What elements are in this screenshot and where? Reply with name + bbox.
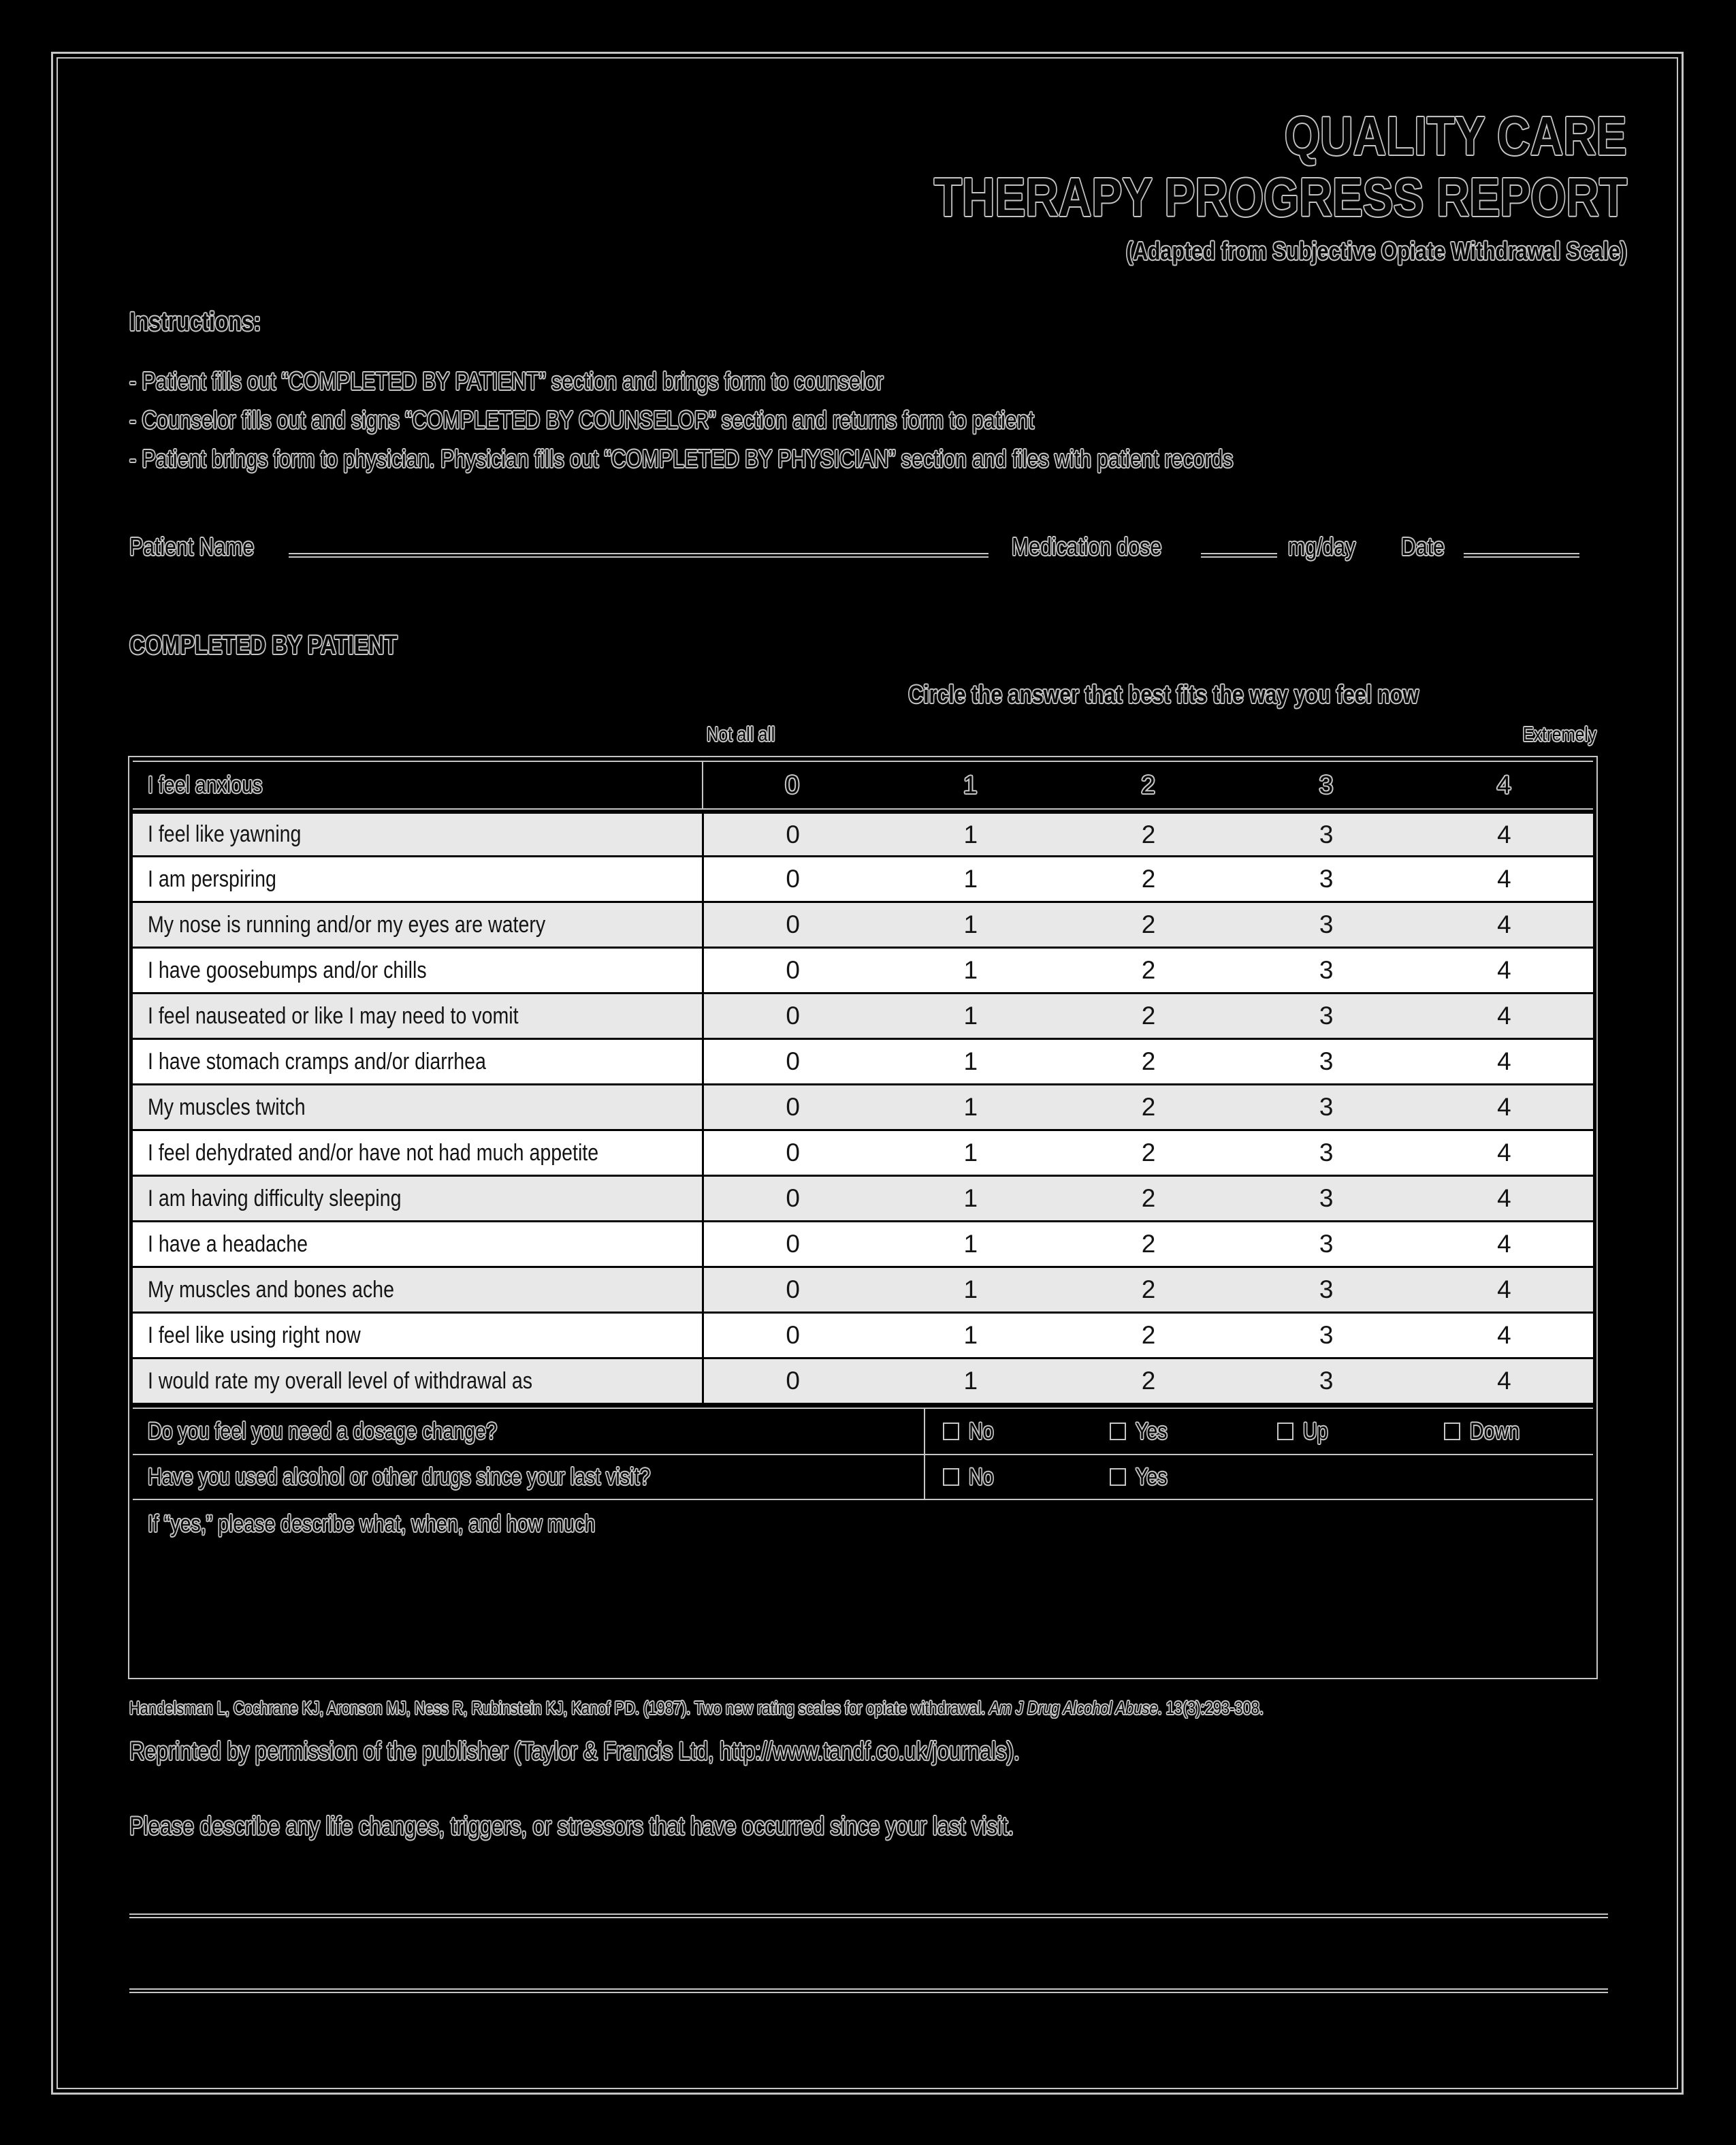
rating-row: [133, 1357, 1593, 1403]
rating-value-cell[interactable]: 4: [1497, 1367, 1511, 1395]
rating-value-cell[interactable]: 3: [1319, 771, 1334, 799]
rating-question: I feel dehydrated and/or have not had much appetite: [148, 1139, 599, 1166]
rating-question: I am having difficulty sleeping: [148, 1185, 402, 1211]
medication-dose-field[interactable]: [1201, 553, 1277, 558]
checkbox-icon[interactable]: [1110, 1423, 1126, 1440]
rating-value-cell[interactable]: 1: [963, 820, 978, 848]
rating-values: [702, 994, 1593, 1038]
rating-value-cell[interactable]: 1: [963, 910, 978, 938]
question-answers: [924, 1409, 1593, 1454]
rating-value-cell[interactable]: 4: [1497, 820, 1511, 848]
question-row: [133, 1454, 1593, 1499]
write-line[interactable]: [129, 1913, 1608, 1918]
describe-box[interactable]: If “yes,” please describe what, when, and how much: [133, 1499, 1593, 1674]
rating-values: [702, 762, 1593, 808]
rating-values: [702, 1040, 1593, 1083]
checkbox-option[interactable]: [1092, 1464, 1259, 1491]
checkbox-icon[interactable]: [1444, 1423, 1460, 1440]
patient-info-row: [129, 533, 1627, 561]
citation-journal: Am J Drug Alcohol Abuse: [989, 1698, 1158, 1718]
rating-value-cell[interactable]: 4: [1497, 1093, 1511, 1121]
form-page: [51, 52, 1684, 2095]
rating-value-cell[interactable]: 2: [1141, 820, 1156, 848]
rating-value-cell[interactable]: 1: [963, 956, 978, 984]
life-changes-prompt: Please describe any life changes, triggers, or stressors that have occurred since your last visit.: [129, 1812, 1014, 1840]
rating-values: [702, 1177, 1593, 1220]
question-answers: [924, 1455, 1593, 1499]
rating-value-cell[interactable]: 0: [786, 1093, 800, 1121]
rating-row: [133, 761, 1593, 810]
rating-values: [702, 814, 1593, 855]
checkbox-option[interactable]: [925, 1418, 1092, 1445]
rating-value-cell[interactable]: 2: [1141, 1367, 1156, 1395]
checkbox-icon[interactable]: [943, 1468, 959, 1486]
rating-question: I feel anxious: [148, 772, 263, 798]
circle-instruction: Circle the answer that best fits the way you feel now: [908, 680, 1419, 708]
rating-value-cell[interactable]: 2: [1141, 1275, 1156, 1303]
rating-value-cell[interactable]: 1: [963, 771, 978, 799]
rating-value-cell[interactable]: 4: [1497, 1321, 1511, 1349]
rating-row: [133, 1083, 1593, 1129]
rating-question: My muscles and bones ache: [148, 1276, 394, 1303]
citation: Handelsman L, Cochrane KJ, Aronson MJ, Ness R, Rubinstein KJ, Kanof PD. (1987). Two new rating scales for opiate withdrawal. Am J Drug Alcohol Abuse. 13(3):293-308.: [129, 1698, 1264, 1718]
rating-row: [133, 1175, 1593, 1220]
rating-value-cell[interactable]: 2: [1141, 910, 1156, 938]
date-field[interactable]: [1464, 553, 1579, 558]
rating-row: [133, 1266, 1593, 1312]
completed-by-patient-heading: COMPLETED BY PATIENT: [129, 631, 398, 660]
rating-question: My nose is running and/or my eyes are watery: [148, 911, 546, 938]
checkbox-label: Up: [1302, 1418, 1328, 1444]
rating-value-cell[interactable]: 0: [786, 1139, 800, 1166]
reprint-note: Reprinted by permission of the publisher (Taylor & Francis Ltd, http://www.tandf.co.uk/journals).: [129, 1737, 1020, 1765]
instruction-item: - Counselor fills out and signs “COMPLETED BY COUNSELOR” section and returns form to patient: [129, 406, 1034, 434]
rating-value-cell[interactable]: 2: [1141, 1093, 1156, 1121]
write-line[interactable]: [129, 1988, 1608, 1993]
rating-values: [702, 1268, 1593, 1312]
rating-value-cell[interactable]: 4: [1497, 865, 1511, 893]
header-block: [129, 54, 1627, 266]
checkbox-label: Yes: [1136, 1463, 1168, 1490]
checkbox-icon[interactable]: [943, 1423, 959, 1440]
instructions-heading: Instructions:: [129, 308, 261, 336]
scale-label-extremely: Extremely: [1522, 724, 1596, 746]
instructions-section: [129, 306, 1627, 478]
rating-value-cell[interactable]: 0: [786, 865, 800, 893]
mg-per-day-label: mg/day: [1287, 533, 1356, 560]
checkbox-label: Yes: [1136, 1418, 1168, 1444]
instructions-list: [129, 362, 1627, 478]
rating-value-cell[interactable]: 0: [786, 1002, 800, 1030]
rating-value-cell[interactable]: 3: [1319, 1367, 1334, 1395]
rating-value-cell[interactable]: 2: [1141, 865, 1156, 893]
rating-value-cell[interactable]: 4: [1497, 910, 1511, 938]
scale-label-not-at-all: Not all all: [707, 724, 775, 746]
rating-values: [702, 1222, 1593, 1266]
rating-question: I am perspiring: [148, 865, 276, 892]
rating-value-cell[interactable]: 4: [1497, 771, 1511, 799]
instruction-item: - Patient fills out “COMPLETED BY PATIENT” section and brings form to counselor: [129, 367, 884, 395]
rating-value-cell[interactable]: 2: [1141, 771, 1155, 799]
scale-anchor-labels: [129, 723, 1596, 746]
rating-value-cell[interactable]: 4: [1497, 1184, 1511, 1212]
rating-values: [702, 903, 1593, 947]
rating-value-cell[interactable]: 1: [963, 865, 978, 893]
rating-row: [133, 1312, 1593, 1357]
rating-value-cell[interactable]: 4: [1497, 1139, 1511, 1166]
checkbox-icon[interactable]: [1110, 1468, 1126, 1486]
rating-value-cell[interactable]: 2: [1141, 1184, 1156, 1212]
rating-value-cell[interactable]: 3: [1319, 1184, 1334, 1212]
rating-value-cell[interactable]: 2: [1141, 1002, 1156, 1030]
rating-question: I have a headache: [148, 1230, 308, 1257]
rating-row: [133, 855, 1593, 901]
rating-value-cell[interactable]: 3: [1319, 820, 1334, 848]
rating-value-cell[interactable]: 3: [1319, 1275, 1334, 1303]
rating-row: [133, 1129, 1593, 1175]
rating-value-cell[interactable]: 4: [1497, 956, 1511, 984]
rating-value-cell[interactable]: 3: [1319, 1139, 1334, 1166]
rating-row: [133, 810, 1593, 855]
rating-value-cell[interactable]: 4: [1497, 1275, 1511, 1303]
rating-value-cell[interactable]: 2: [1141, 1047, 1156, 1075]
rating-value-cell[interactable]: 0: [785, 771, 799, 799]
patient-name-label: Patient Name: [129, 533, 255, 560]
rating-value-cell[interactable]: 0: [786, 820, 800, 848]
rating-value-cell[interactable]: 1: [963, 1093, 978, 1121]
rating-value-cell[interactable]: 0: [786, 1275, 800, 1303]
rating-value-cell[interactable]: 3: [1319, 956, 1334, 984]
rating-values: [702, 1085, 1593, 1129]
section-divider: [133, 1403, 1593, 1409]
rating-row: [133, 947, 1593, 992]
checkbox-option[interactable]: [1259, 1418, 1426, 1445]
rating-value-cell[interactable]: 3: [1319, 865, 1334, 893]
patient-name-field[interactable]: [289, 553, 988, 558]
question-label: Have you used alcohol or other drugs since your last visit?: [148, 1463, 651, 1490]
rating-question: I feel like using right now: [148, 1322, 361, 1348]
rating-row: [133, 992, 1593, 1038]
rating-question: My muscles twitch: [148, 1094, 306, 1120]
rating-value-cell[interactable]: 1: [963, 1002, 978, 1030]
rating-value-cell[interactable]: 0: [786, 1367, 800, 1395]
rating-question: I would rate my overall level of withdrawal as: [148, 1367, 533, 1394]
rating-value-cell[interactable]: 3: [1319, 1002, 1334, 1030]
rating-question: I feel nauseated or like I may need to vomit: [148, 1002, 519, 1029]
rating-row: [133, 1220, 1593, 1266]
rating-values: [702, 1314, 1593, 1357]
rating-value-cell[interactable]: 2: [1141, 956, 1156, 984]
rating-row: [133, 901, 1593, 947]
rating-values: [702, 1131, 1593, 1175]
question-row: [133, 1409, 1593, 1454]
subtitle: (Adapted from Subjective Opiate Withdrawal Scale): [1126, 237, 1627, 265]
rating-value-cell[interactable]: 1: [963, 1230, 978, 1258]
checkbox-label: Down: [1469, 1418, 1520, 1444]
rating-value-cell[interactable]: 3: [1319, 910, 1334, 938]
rating-row: [133, 1038, 1593, 1083]
rating-values: [702, 949, 1593, 992]
rating-value-cell[interactable]: 3: [1319, 1093, 1334, 1121]
rating-values: [702, 1359, 1593, 1403]
date-label: Date: [1400, 533, 1445, 560]
rating-value-cell[interactable]: 0: [786, 1184, 800, 1212]
rating-value-cell[interactable]: 0: [786, 1047, 800, 1075]
checkbox-option[interactable]: [1092, 1418, 1259, 1445]
rating-value-cell[interactable]: 0: [786, 910, 800, 938]
checkbox-option[interactable]: [1426, 1418, 1593, 1445]
rating-value-cell[interactable]: 3: [1319, 1321, 1334, 1349]
rating-value-cell[interactable]: 2: [1141, 1139, 1156, 1166]
rating-question: I have goosebumps and/or chills: [148, 957, 427, 983]
rating-value-cell[interactable]: 1: [963, 1275, 978, 1303]
rating-values: [702, 857, 1593, 901]
rating-value-cell[interactable]: 2: [1141, 1230, 1156, 1258]
rating-value-cell[interactable]: 3: [1319, 1230, 1334, 1258]
rating-value-cell[interactable]: 4: [1497, 1047, 1511, 1075]
title-line-2: THERAPY PROGRESS REPORT: [933, 167, 1627, 227]
question-label: Do you feel you need a dosage change?: [148, 1418, 497, 1444]
rating-value-cell[interactable]: 3: [1319, 1047, 1334, 1075]
rating-value-cell[interactable]: 0: [786, 956, 800, 984]
rating-value-cell[interactable]: 4: [1497, 1230, 1511, 1258]
rating-value-cell[interactable]: 1: [963, 1139, 978, 1166]
checkbox-label: No: [969, 1418, 994, 1444]
instruction-item: - Patient brings form to physician. Physician fills out “COMPLETED BY PHYSICIAN” section and files with patient records: [129, 445, 1234, 473]
rating-value-cell[interactable]: 1: [963, 1321, 978, 1349]
rating-value-cell[interactable]: 1: [963, 1047, 978, 1075]
rating-value-cell[interactable]: 1: [963, 1367, 978, 1395]
checkbox-option[interactable]: [925, 1464, 1092, 1491]
rating-question: I have stomach cramps and/or diarrhea: [148, 1048, 486, 1075]
rating-value-cell[interactable]: 1: [963, 1184, 978, 1212]
rating-value-cell[interactable]: 0: [786, 1321, 800, 1349]
title-line-1: QUALITY CARE: [1285, 106, 1627, 166]
rating-value-cell[interactable]: 4: [1497, 1002, 1511, 1030]
rating-value-cell[interactable]: 2: [1141, 1321, 1156, 1349]
medication-dose-label: Medication dose: [1011, 533, 1161, 560]
checkbox-icon[interactable]: [1277, 1423, 1293, 1440]
rating-question: I feel like yawning: [148, 821, 302, 847]
rating-value-cell[interactable]: 0: [786, 1230, 800, 1258]
ratings-table: [129, 757, 1596, 1678]
page-content: [53, 54, 1682, 2093]
checkbox-label: No: [969, 1463, 994, 1490]
